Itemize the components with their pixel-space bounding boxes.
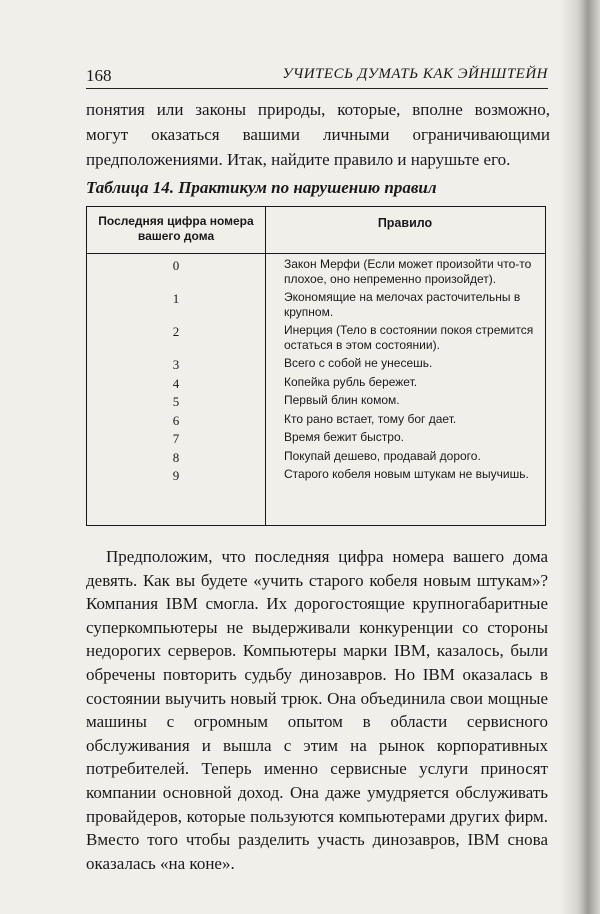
body-text: Предположим, что последняя цифра номера вашего дома девять. Как вы будете «учить старого кобеля новым штукам»? Компания IBM смогла. Их дорогостоящие крупногабаритные суперкомпьютеры не выдерживали конкуренции со стороны недорогих серверов. Компьютеры марки IBM, казалось, были обречены повторить судьбу динозавров. Но IBM оказалась в состоянии выучить новый трюк. Она объединила свои мощные машины с огромным опытом в области сервисного обслуживания и вышла с этим на рынок корпоративных потребителей. Теперь именно сервисные услуги приносят компании основной доход. Она даже умудряется обслуживать провайдеров, которые пользуются компьютерами других фирм. Вместо того чтобы разделить участь динозавров, IBM снова оказалась «на коне». bbox=[86, 547, 548, 873]
row-rule: Покупай дешево, продавай дорого. bbox=[284, 448, 481, 463]
row-digit: 0 bbox=[172, 258, 180, 273]
row-rule: Кто рано встает, тому бог дает. bbox=[284, 411, 457, 426]
row-rule: Время бежит быстро. bbox=[284, 430, 404, 444]
intro-paragraph bbox=[86, 97, 550, 172]
row-digit: 7 bbox=[172, 431, 180, 446]
row-digit: 4 bbox=[172, 375, 180, 391]
row-digit: 8 bbox=[172, 449, 180, 465]
row-rule: Закон Мерфи (Если может произойти что-то плохое, оно непременно произойдет). bbox=[284, 257, 532, 286]
page-number: 168 bbox=[86, 66, 112, 85]
table-body bbox=[87, 257, 545, 486]
running-header bbox=[86, 66, 548, 89]
table-row bbox=[87, 412, 545, 431]
body-paragraph bbox=[86, 545, 548, 875]
row-digit: 3 bbox=[172, 357, 180, 372]
running-title: УЧИТЕСЬ ДУМАТЬ КАК ЭЙНШТЕЙН bbox=[282, 66, 548, 82]
rules-table bbox=[86, 206, 546, 526]
table-row bbox=[87, 290, 545, 323]
row-rule: Всего с собой не унесешь. bbox=[284, 356, 433, 370]
table-row bbox=[87, 449, 545, 468]
table-row bbox=[87, 467, 545, 486]
row-rule: Инерция (Тело в состоянии покоя стремится остаться в этом состоянии). bbox=[284, 323, 534, 352]
table-row bbox=[87, 356, 545, 375]
row-digit: 2 bbox=[172, 324, 180, 339]
row-digit: 5 bbox=[172, 394, 180, 409]
table-header-rule: Правило bbox=[377, 216, 433, 230]
page-binding-shadow bbox=[560, 0, 600, 914]
table-row bbox=[87, 323, 545, 356]
table-row bbox=[87, 430, 545, 449]
row-rule: Экономящие на мелочах расточительны в крупном. bbox=[284, 290, 521, 319]
intro-text: понятия или законы природы, которые, вполне возможно, могут оказаться вашими личными ограничивающими предположениями. Итак, найдите правило и нарушьте его. bbox=[86, 100, 550, 169]
table-row bbox=[87, 375, 545, 394]
table-row bbox=[87, 257, 545, 290]
row-rule: Копейка рубль бережет. bbox=[284, 374, 418, 389]
row-digit: 6 bbox=[172, 412, 180, 428]
table-row bbox=[87, 393, 545, 412]
table-header-divider bbox=[87, 253, 545, 254]
row-rule: Старого кобеля новым штукам не выучишь. bbox=[284, 467, 529, 481]
table-caption: Таблица 14. Практикум по нарушению правил bbox=[86, 178, 437, 197]
row-digit: 9 bbox=[172, 468, 180, 483]
row-rule: Первый блин комом. bbox=[284, 393, 400, 407]
table-header-digit: Последняя цифра номера вашего дома bbox=[98, 214, 254, 243]
row-digit: 1 bbox=[172, 291, 180, 306]
